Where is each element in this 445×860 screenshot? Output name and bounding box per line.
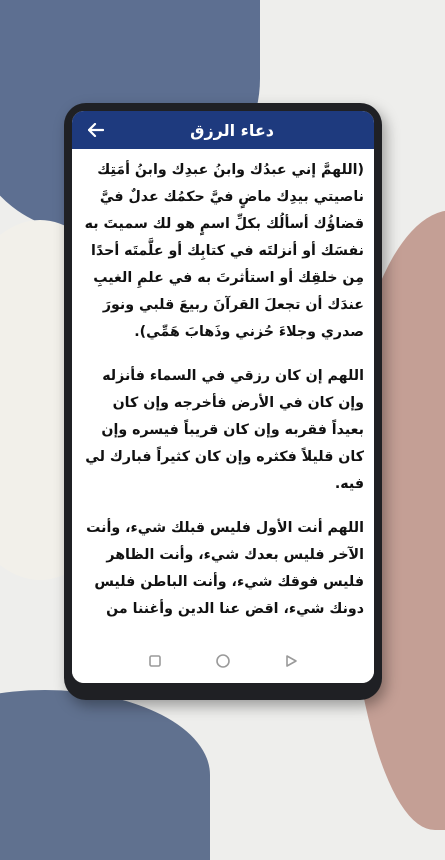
home-button[interactable] bbox=[213, 651, 233, 671]
nav-back-button[interactable] bbox=[281, 651, 301, 671]
app-screen bbox=[72, 111, 374, 683]
system-nav-bar bbox=[72, 639, 374, 683]
back-button[interactable] bbox=[84, 118, 108, 142]
dua-paragraph: اللهم أنت الأول فليس قبلك شيء، وأنت الآخر فليس بعدك شيء، وأنت الظاهر فليس فوقك شيء، وأنت الباطن فليس دونك شيء، اقض عنا الدين وأغننا من bbox=[86, 520, 364, 617]
recent-apps-button[interactable] bbox=[145, 651, 165, 671]
triangle-icon bbox=[284, 654, 298, 668]
phone-frame bbox=[64, 103, 382, 700]
dua-text-content[interactable] bbox=[72, 149, 374, 639]
dua-paragraph: (اللهمَّ إني عبدُك وابنُ عبدِك وابنُ أمَتِك ناصيتي بيدِك ماضٍ فيَّ حكمُك عدلٌ فيَّ قضاؤُك أسألُك بكلِّ اسمٍ هو لك سميتَ به نفسَك أو أنزلتَه في كتابِك أو علَّمتَه أحدًا مِن خلقِك أو استأثرتَ به في علمِ الغيبِ عندَك أن تجعلَ القرآنَ ربيعَ قلبي ونورَ صدري وجلاءَ حُزني وذَهابَ هَمِّي). bbox=[84, 162, 364, 340]
dua-paragraph: اللهم إن كان رزقي في السماء فأنزله وإن كان في الأرض فأخرجه وإن كان بعيداً فقربه وإن كان قريباً فيسره وإن كان قليلاً فكثره وإن كان كثيراً فبارك لي فيه. bbox=[85, 368, 364, 492]
arrow-left-icon bbox=[88, 123, 104, 137]
page-title: دعاء الرزق bbox=[190, 120, 274, 140]
circle-icon bbox=[215, 653, 231, 669]
background-blob-blue-bottom bbox=[0, 690, 210, 860]
app-bar bbox=[72, 111, 374, 149]
square-icon bbox=[148, 654, 162, 668]
